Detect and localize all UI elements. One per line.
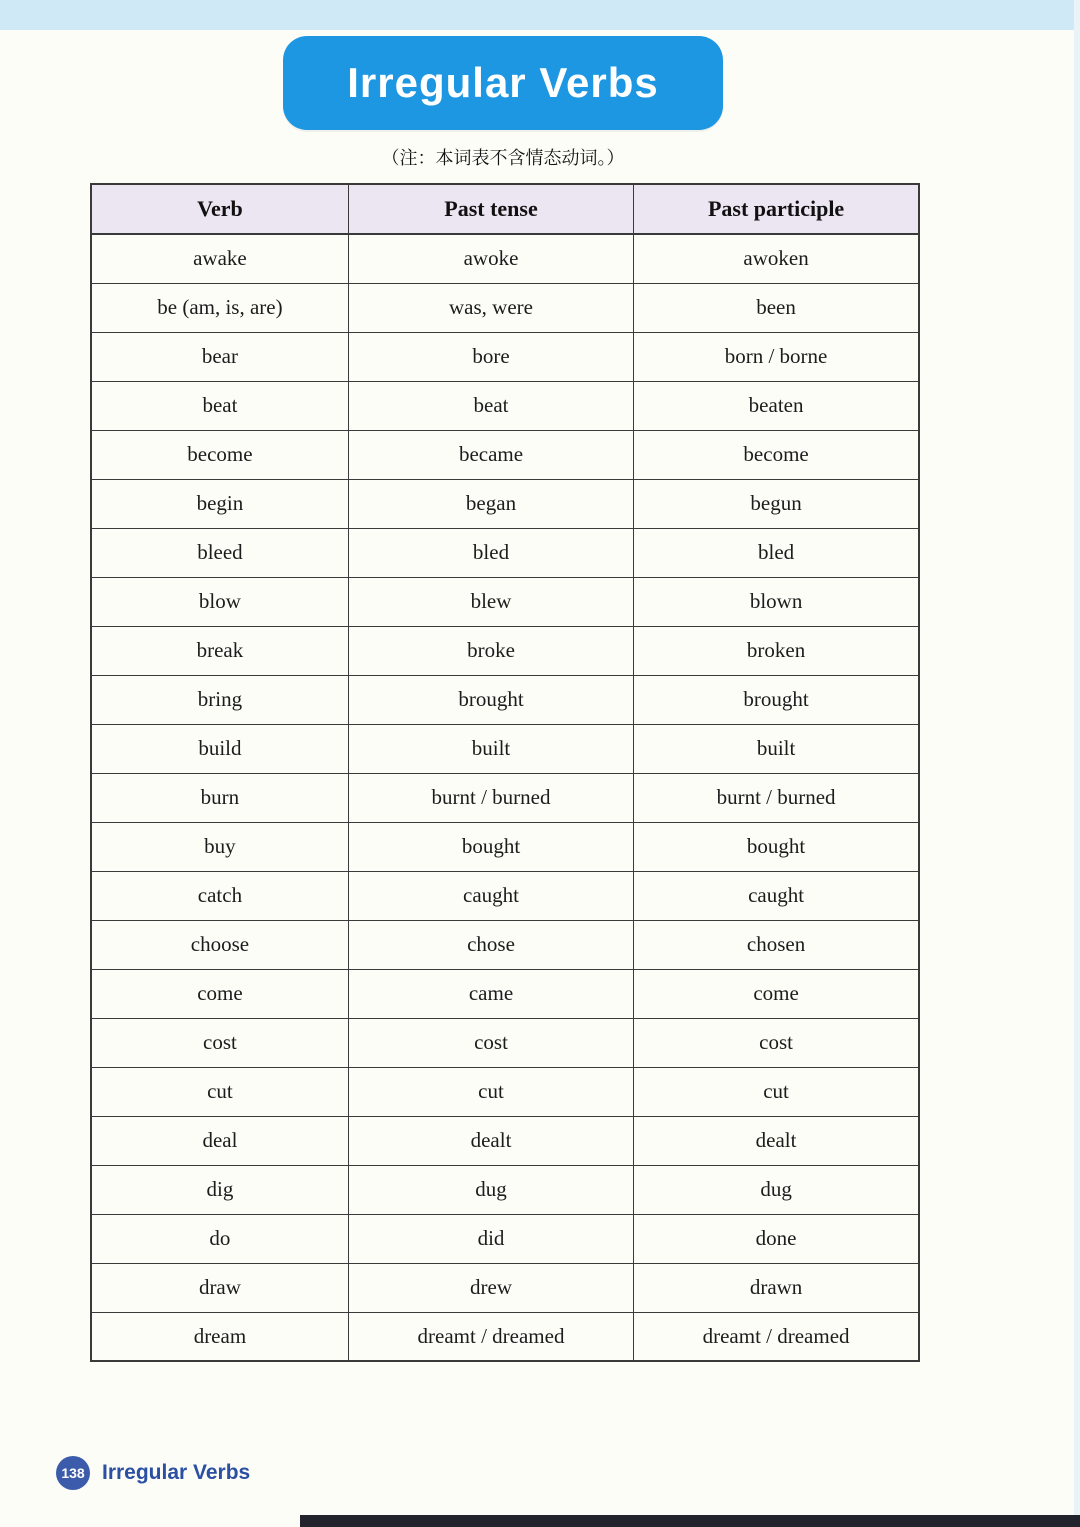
cell-past-tense: dreamt / dreamed <box>348 1312 633 1361</box>
cell-past-tense: drew <box>348 1263 633 1312</box>
header-row <box>91 184 919 234</box>
note-text: （注：本词表不含情态动词。） <box>381 148 625 169</box>
table-row <box>91 332 919 381</box>
cell-past-participle: blown <box>634 577 919 626</box>
cell-verb: blow <box>91 577 348 626</box>
cell-past-tense: was, were <box>348 283 633 332</box>
cell-past-participle: broken <box>634 626 919 675</box>
cell-verb: cost <box>91 1018 348 1067</box>
table-row <box>91 1312 919 1361</box>
cell-past-tense: awoke <box>348 234 633 283</box>
cell-past-tense: bore <box>348 332 633 381</box>
cell-past-participle: dealt <box>634 1116 919 1165</box>
cell-past-tense: chose <box>348 920 633 969</box>
table-row <box>91 626 919 675</box>
cell-verb: bring <box>91 675 348 724</box>
cell-past-participle: been <box>634 283 919 332</box>
cell-past-tense: built <box>348 724 633 773</box>
cell-past-participle: beaten <box>634 381 919 430</box>
table-row <box>91 675 919 724</box>
table-row <box>91 969 919 1018</box>
table-row <box>91 1214 919 1263</box>
cell-verb: dream <box>91 1312 348 1361</box>
cell-verb: come <box>91 969 348 1018</box>
footer-section-label: Irregular Verbs <box>102 1461 251 1484</box>
table-row <box>91 1116 919 1165</box>
cell-past-participle: dreamt / dreamed <box>634 1312 919 1361</box>
verb-table-container <box>90 183 920 1362</box>
cell-past-tense: beat <box>348 381 633 430</box>
cell-verb: break <box>91 626 348 675</box>
verb-table-body <box>91 234 919 1361</box>
header-past-tense: Past tense <box>348 184 633 234</box>
cell-verb: burn <box>91 773 348 822</box>
cell-past-tense: blew <box>348 577 633 626</box>
cell-verb: begin <box>91 479 348 528</box>
cell-past-participle: drawn <box>634 1263 919 1312</box>
cell-past-participle: chosen <box>634 920 919 969</box>
cell-past-participle: caught <box>634 871 919 920</box>
cell-verb: dig <box>91 1165 348 1214</box>
table-row <box>91 1165 919 1214</box>
cell-past-participle: cut <box>634 1067 919 1116</box>
cell-past-tense: bought <box>348 822 633 871</box>
cell-past-participle: brought <box>634 675 919 724</box>
page-title: Irregular Verbs <box>347 59 659 106</box>
cell-verb: be (am, is, are) <box>91 283 348 332</box>
page-footer <box>56 1456 250 1490</box>
table-row <box>91 479 919 528</box>
cell-verb: catch <box>91 871 348 920</box>
cell-verb: beat <box>91 381 348 430</box>
table-row <box>91 920 919 969</box>
table-row <box>91 1067 919 1116</box>
cell-past-participle: done <box>634 1214 919 1263</box>
cell-verb: awake <box>91 234 348 283</box>
cell-past-participle: bought <box>634 822 919 871</box>
cell-past-tense: came <box>348 969 633 1018</box>
cell-past-participle: dug <box>634 1165 919 1214</box>
cell-verb: choose <box>91 920 348 969</box>
table-row <box>91 577 919 626</box>
cell-past-participle: burnt / burned <box>634 773 919 822</box>
cell-verb: do <box>91 1214 348 1263</box>
table-row <box>91 430 919 479</box>
cell-past-tense: dealt <box>348 1116 633 1165</box>
bottom-decoration-strip <box>300 1515 1080 1527</box>
table-row <box>91 724 919 773</box>
cell-past-tense: dug <box>348 1165 633 1214</box>
header-past-participle: Past participle <box>634 184 919 234</box>
cell-verb: buy <box>91 822 348 871</box>
cell-past-participle: born / borne <box>634 332 919 381</box>
cell-past-participle: bled <box>634 528 919 577</box>
table-row <box>91 234 919 283</box>
table-row <box>91 822 919 871</box>
cell-past-tense: burnt / burned <box>348 773 633 822</box>
table-row <box>91 773 919 822</box>
cell-past-tense: brought <box>348 675 633 724</box>
table-row <box>91 283 919 332</box>
cell-past-tense: broke <box>348 626 633 675</box>
table-row <box>91 1263 919 1312</box>
table-row <box>91 381 919 430</box>
title-banner <box>283 36 723 130</box>
cell-past-participle: cost <box>634 1018 919 1067</box>
cell-past-tense: cost <box>348 1018 633 1067</box>
cell-past-participle: come <box>634 969 919 1018</box>
cell-verb: bear <box>91 332 348 381</box>
cell-past-tense: did <box>348 1214 633 1263</box>
cell-past-participle: built <box>634 724 919 773</box>
table-row <box>91 528 919 577</box>
table-row <box>91 871 919 920</box>
cell-verb: bleed <box>91 528 348 577</box>
cell-past-tense: bled <box>348 528 633 577</box>
verb-table <box>90 183 920 1362</box>
cell-past-participle: awoken <box>634 234 919 283</box>
table-row <box>91 1018 919 1067</box>
cell-past-participle: become <box>634 430 919 479</box>
cell-past-tense: became <box>348 430 633 479</box>
cell-past-tense: began <box>348 479 633 528</box>
page-number-badge: 138 <box>56 1456 90 1490</box>
header-verb: Verb <box>91 184 348 234</box>
verb-table-header <box>91 184 919 234</box>
cell-verb: cut <box>91 1067 348 1116</box>
top-decoration-band <box>0 0 1080 30</box>
cell-past-participle: begun <box>634 479 919 528</box>
cell-verb: become <box>91 430 348 479</box>
cell-verb: draw <box>91 1263 348 1312</box>
cell-verb: deal <box>91 1116 348 1165</box>
cell-past-tense: caught <box>348 871 633 920</box>
cell-verb: build <box>91 724 348 773</box>
cell-past-tense: cut <box>348 1067 633 1116</box>
right-edge-shading <box>1074 0 1080 1527</box>
